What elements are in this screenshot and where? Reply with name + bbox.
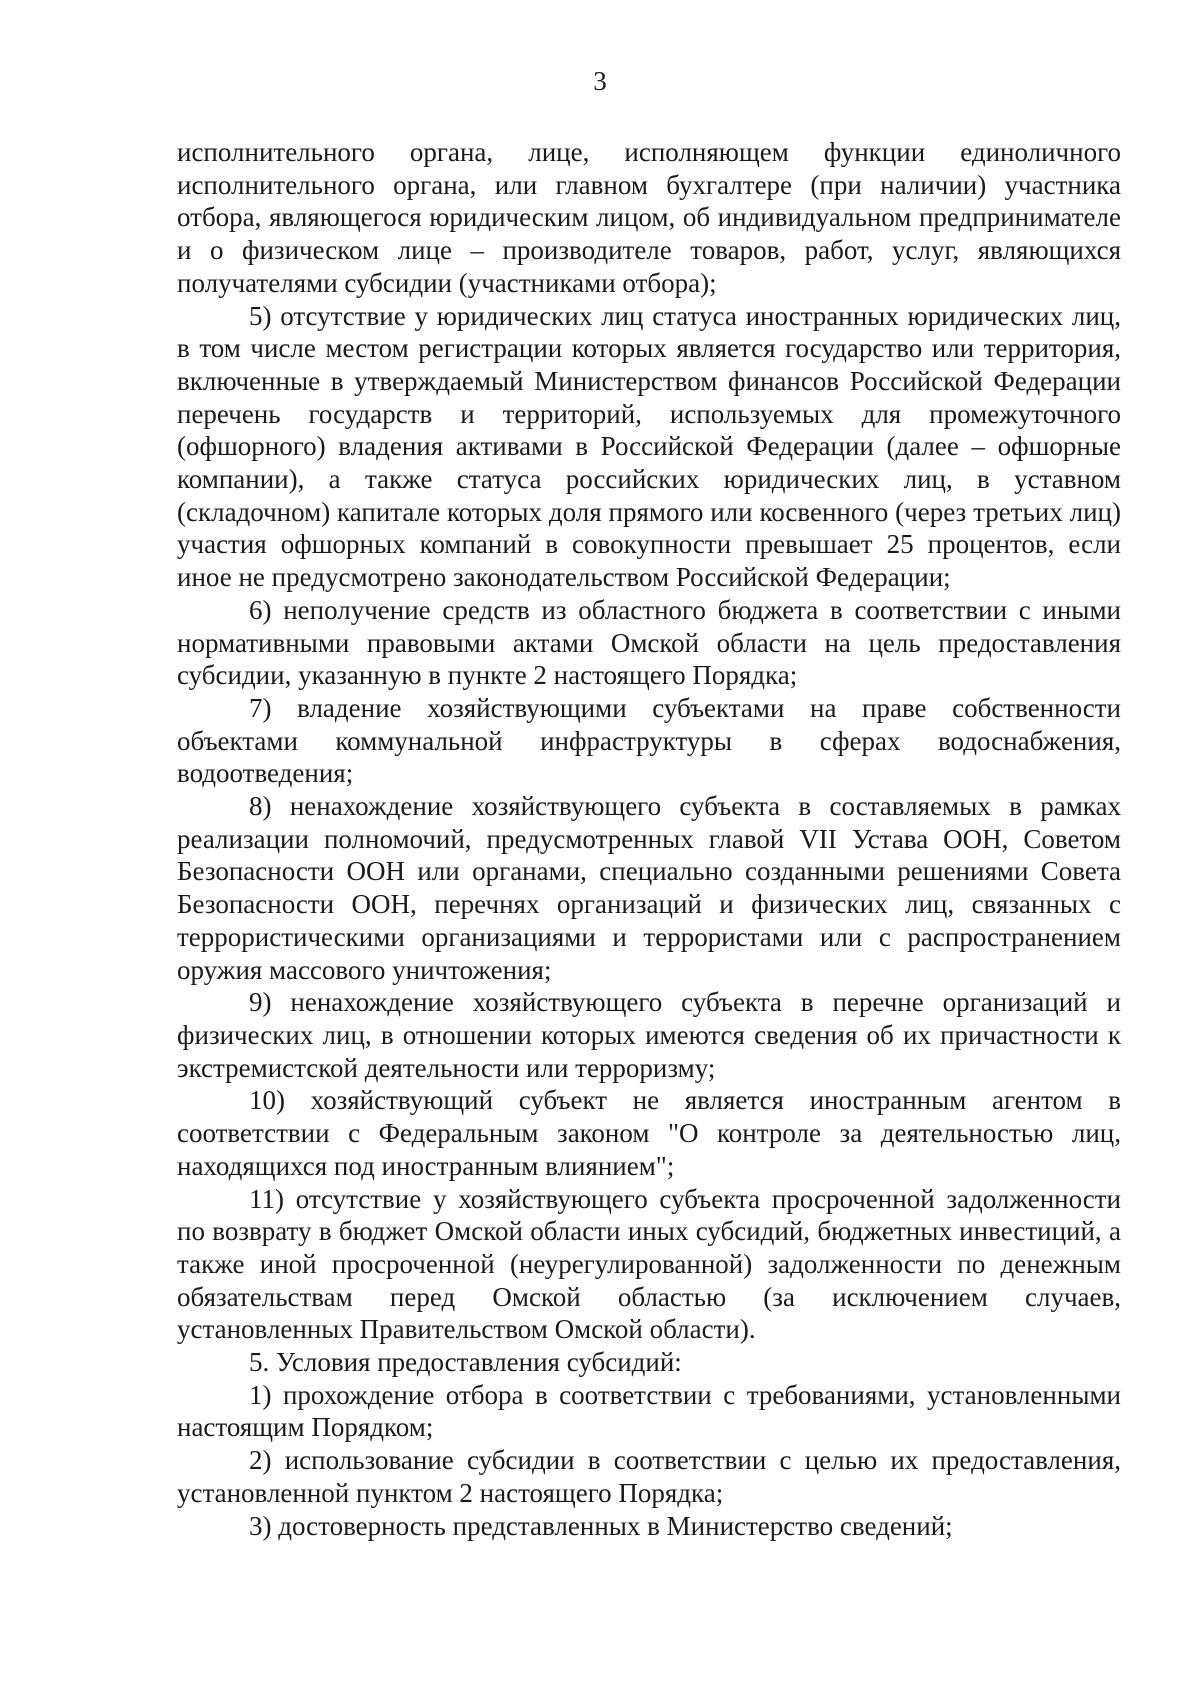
paragraph-item-9: 9) ненахождение хозяйствующего субъекта в перечне организаций и физических лиц, в отношении которых имеются сведения об их причастности к экстремистской деятельности или терроризму; xyxy=(177,987,1121,1083)
paragraph-item-10: 10) хозяйствующий субъект не является иностранным агентом в соответствии с Федеральным законом "О контроле за деятельностью лиц, находящихся под иностранным влиянием"; xyxy=(177,1085,1121,1181)
paragraph-item-5: 5) отсутствие у юридических лиц статуса иностранных юридических лиц, в том числе местом регистрации которых является государство или территория, включенные в утверждаемый Министерством финансов Российской Федерации перечень государств и территорий, используемых для промежуточного (офшорного) владения активами в Российской Федерации (далее – офшорные компании), а также статуса российских юридических лиц, в уставном (складочном) капитале которых доля прямого или косвенного (через третьих лиц) участия офшорных компаний в совокупности превышает 25 процентов, если иное не предусмотрено законодательством Российской Федерации; xyxy=(177,300,1121,593)
paragraph-item-11: 11) отсутствие у хозяйствующего субъекта просроченной задолженности по возврату в бюджет Омской области иных субсидий, бюджетных инвестиций, а также иной просроченной (неурегулированной) задолженности по денежным обязательствам перед Омской областью (за исключением случаев, установленных Правительством Омской области). xyxy=(177,1183,1121,1345)
paragraph-item-6: 6) неполучение средств из областного бюджета в соответствии с иными нормативными правовыми актами Омской области на цель предоставления субсидии, указанную в пункте 2 настоящего Порядка; xyxy=(177,594,1121,691)
condition-item-1: 1) прохождение отбора в соответствии с требованиями, установленными настоящим Порядком; xyxy=(177,1379,1121,1443)
section-heading-5: 5. Условия предоставления субсидий: xyxy=(249,1347,682,1378)
condition-item-2: 2) использование субсидии в соответствии с целью их предоставления, установленной пунктом 2 настоящего Порядка; xyxy=(177,1445,1121,1508)
page-number: 3 xyxy=(593,66,607,96)
paragraph-continuation: исполнительного органа, лице, исполняющем функции единоличного исполнительного органа, или главном бухгалтере (при наличии) участника отбора, являющегося юридическим лицом, об индивидуальном предпринимателе и о физическом лице – производителе товаров, работ, услуг, являющихся получателями субсидии (участниками отбора); xyxy=(177,137,1121,298)
paragraph-item-8: 8) ненахождение хозяйствующего субъекта в составляемых в рамках реализации полномочий, предусмотренных главой VII Устава ООН, Советом Безопасности ООН или органами, специально созданными решениями Совета Безопасности ООН, перечнях организаций и физических лиц, связанных с террористическими организациями и террористами или с распространением оружия массового уничтожения; xyxy=(177,791,1121,985)
document-body xyxy=(177,136,1121,1542)
condition-item-3: 3) достоверность представленных в Министерство сведений; xyxy=(249,1510,953,1541)
paragraph-item-7: 7) владение хозяйствующими субъектами на праве собственности объектами коммунальной инфраструктуры в сферах водоснабжения, водоотведения; xyxy=(177,692,1121,789)
